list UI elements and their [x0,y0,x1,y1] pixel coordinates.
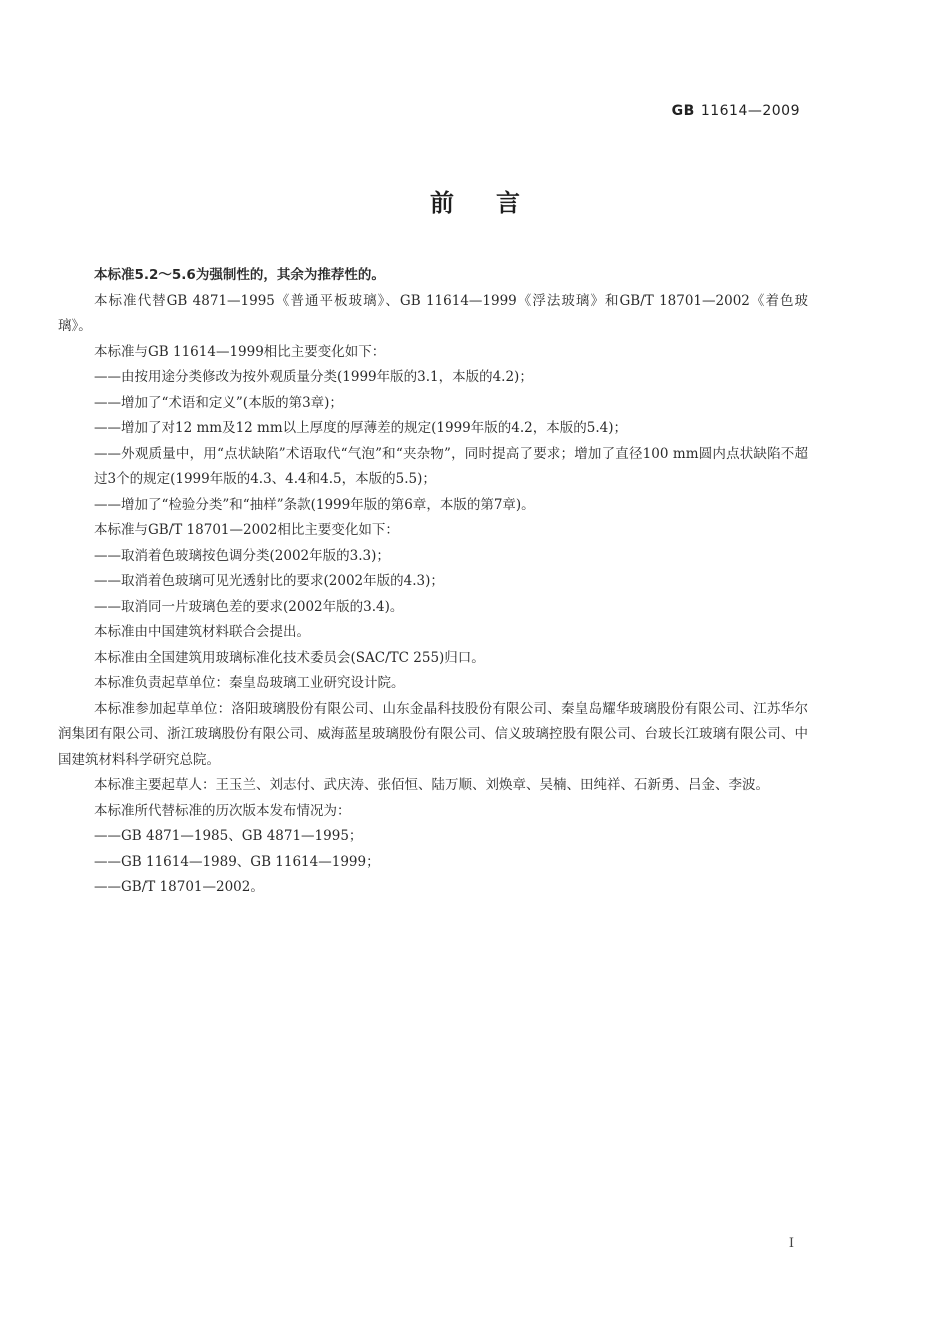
centralized-by-paragraph: 本标准由全国建筑用玻璃标准化技术委员会(SAC/TC 255)归口。 [94,649,485,666]
responsible-drafter-paragraph: 本标准负责起草单位：秦皇岛玻璃工业研究设计院。 [94,675,405,691]
change-item: ——由按用途分类修改为按外观质量分类(1999年版的3.1，本版的4.2)； [94,369,533,385]
change-item: ——取消着色玻璃可见光透射比的要求(2002年版的4.3)； [94,573,444,589]
standard-prefix: GB [671,103,695,119]
changes-vs-18701-heading: 本标准与GB/T 18701—2002相比主要变化如下： [94,522,399,538]
change-item: ——增加了“术语和定义”(本版的第3章)； [94,394,343,411]
foreword-body [58,263,808,901]
main-drafters-paragraph: 本标准主要起草人：王玉兰、刘志付、武庆涛、张佰恒、陆万顺、刘焕章、吴楠、田纯祥、石新勇、吕金、李波。 [94,777,769,793]
change-item: ——增加了“检验分类”和“抽样”条款(1999年版的第6章，本版的第7章)。 [94,496,535,513]
change-item: ——增加了对12 mm及12 mm以上厚度的厚薄差的规定(1999年版的4.2，本版的5.4)； [94,420,627,436]
standard-code: 11614—2009 [700,103,800,119]
page-number: I [788,1236,794,1251]
mandatory-clause-paragraph: 本标准5.2～5.6为强制性的，其余为推荐性的。 [94,267,385,283]
replaces-paragraph: 本标准代替GB 4871—1995《普通平板玻璃》、GB 11614—1999《浮法玻璃》和GB/T 18701—2002《着色玻璃》。 [58,292,808,334]
changes-vs-11614-heading: 本标准与GB 11614—1999相比主要变化如下： [94,343,386,360]
history-item: ——GB/T 18701—2002。 [94,879,264,895]
history-item: ——GB 4871—1985、GB 4871—1995； [94,828,363,844]
history-item: ——GB 11614—1989、GB 11614—1999； [94,853,380,870]
participating-units-paragraph: 本标准参加起草单位：洛阳玻璃股份有限公司、山东金晶科技股份有限公司、秦皇岛耀华玻璃股份有限公司、江苏华尔润集团有限公司、浙江玻璃股份有限公司、威海蓝星玻璃股份有限公司、信义玻璃控股有限公司、台玻长江玻璃有限公司、中国建筑材料科学研究总院。 [58,700,808,768]
page-title: 前言 [430,189,562,217]
standard-number [672,103,800,119]
change-item: ——取消同一片玻璃色差的要求(2002年版的3.4)。 [94,598,404,615]
change-item: ——外观质量中，用“点状缺陷”术语取代“气泡”和“夹杂物”，同时提高了要求；增加了直径100 mm圆内点状缺陷不超过3个的规定(1999年版的4.3、4.4和4.5，本版的5.5)； [94,445,808,487]
change-item: ——取消着色玻璃按色调分类(2002年版的3.3)； [94,547,390,564]
proposed-by-paragraph: 本标准由中国建筑材料联合会提出。 [94,624,310,640]
history-heading: 本标准所代替标准的历次版本发布情况为： [94,802,351,819]
